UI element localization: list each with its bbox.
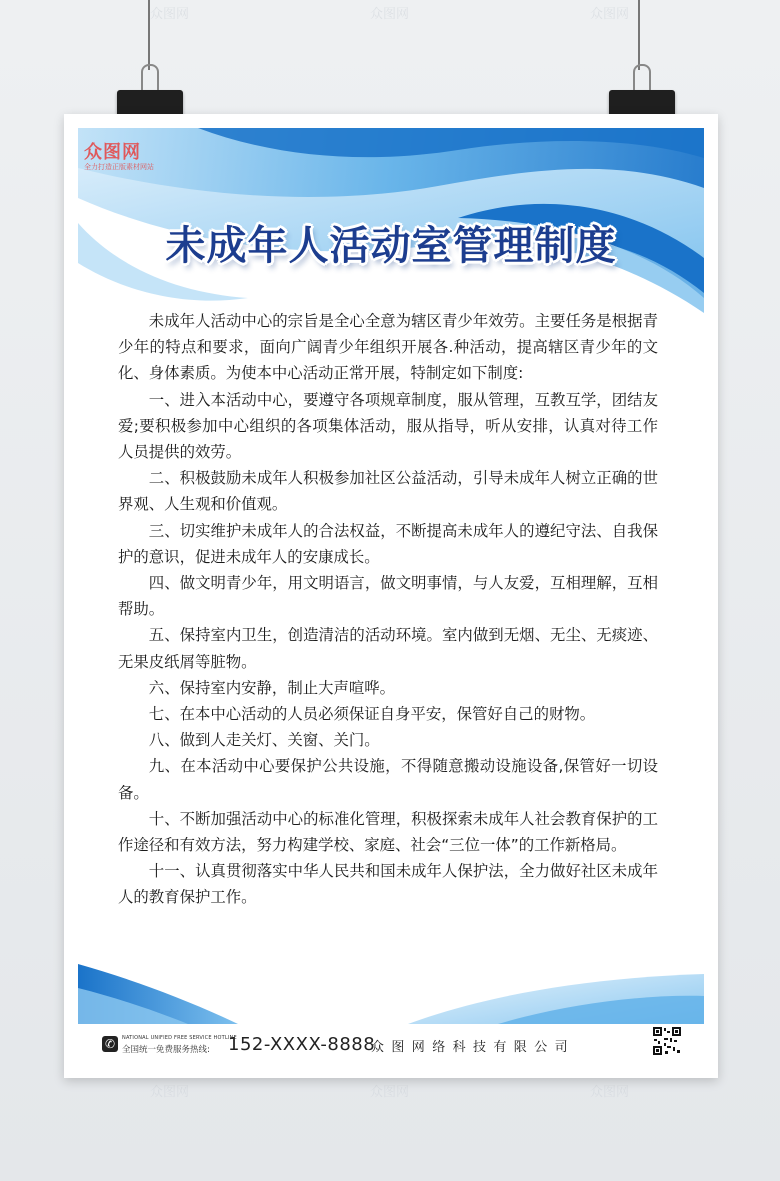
- hanging-string-right: [638, 0, 640, 70]
- page-title: 未成年人活动室管理制度: [165, 223, 617, 269]
- rule-item: 四、做文明青少年，用文明语言，做文明事情，与人友爱，互相理解，互相帮助。: [118, 574, 658, 619]
- rule-item: 九、在本活动中心要保护公共设施，不得随意搬动设施设备,保管好一切设备。: [118, 757, 658, 802]
- hotline-label-en: NATIONAL UNIFIED FREE SERVICE HOTLINE: [122, 1035, 237, 1041]
- brand-logo: [84, 138, 154, 172]
- qr-code-icon: [652, 1026, 682, 1056]
- hanging-string-left: [148, 0, 150, 70]
- watermark-text: 众图网: [370, 1084, 410, 1099]
- hotline-label-cn: 全国统一免费服务热线:: [122, 1045, 210, 1055]
- watermark-text: 众图网: [590, 6, 630, 21]
- logo-subtitle: 全力打造正版素材网站: [84, 163, 154, 171]
- rule-item: 三、切实维护未成年人的合法权益，不断提高未成年人的遵纪守法、自我保护的意识，促进未成年人的安康成长。: [118, 521, 658, 566]
- footer: [78, 1024, 704, 1064]
- paragraph-intro: 未成年人活动中心的宗旨是全心全意为辖区青少年效劳。主要任务是根据青少年的特点和要求，面向广阔青少年组织开展各.种活动，提高辖区青少年的文化、身体素质。为使本中心活动正常开展，特制定如下制度:: [118, 312, 658, 383]
- watermark-text: 众图网: [590, 1084, 630, 1099]
- rule-item: 十一、认真贯彻落实中华人民共和国未成年人保护法，全力做好社区未成年人的教育保护工作。: [118, 862, 658, 907]
- watermark-text: 众图网: [150, 6, 190, 21]
- rule-item: 一、进入本活动中心，要遵守各项规章制度，服从管理，互教互学，团结友爱;要积极参加中心组织的各项集体活动，服从指导，听从安排，认真对待工作人员提供的效劳。: [118, 390, 658, 462]
- rule-item: 八、做到人走关灯、关窗、关门。: [148, 731, 380, 750]
- poster: [64, 114, 718, 1078]
- watermark-text: 众图网: [150, 1084, 190, 1099]
- poster-inner: [78, 128, 704, 1064]
- company-name: 众图网络科技有限公司: [371, 1040, 576, 1055]
- rule-item: 二、积极鼓励未成年人积极参加社区公益活动，引导未成年人树立正确的世界观、人生观和价值观。: [118, 469, 658, 514]
- rule-item: 六、保持室内安静，制止大声喧哗。: [148, 678, 396, 697]
- rules-content: [118, 308, 658, 911]
- rule-item: 十、不断加强活动中心的标准化管理，积极探索未成年人社会教育保护的工作途径和有效方法，努力构建学校、家庭、社会“三位一体”的工作新格局。: [118, 809, 658, 855]
- watermark-text: 众图网: [370, 6, 410, 21]
- phone-icon: ✆: [102, 1036, 118, 1052]
- logo-text: 众图网: [84, 142, 141, 163]
- rule-item: 五、保持室内卫生，创造清洁的活动环境。室内做到无烟、无尘、无痰迹、无果皮纸屑等脏物。: [118, 626, 658, 671]
- rule-item: 七、在本中心活动的人员必须保证自身平安，保管好自己的财物。: [148, 705, 596, 724]
- phone-number: 152-XXXX-8888: [228, 1034, 376, 1055]
